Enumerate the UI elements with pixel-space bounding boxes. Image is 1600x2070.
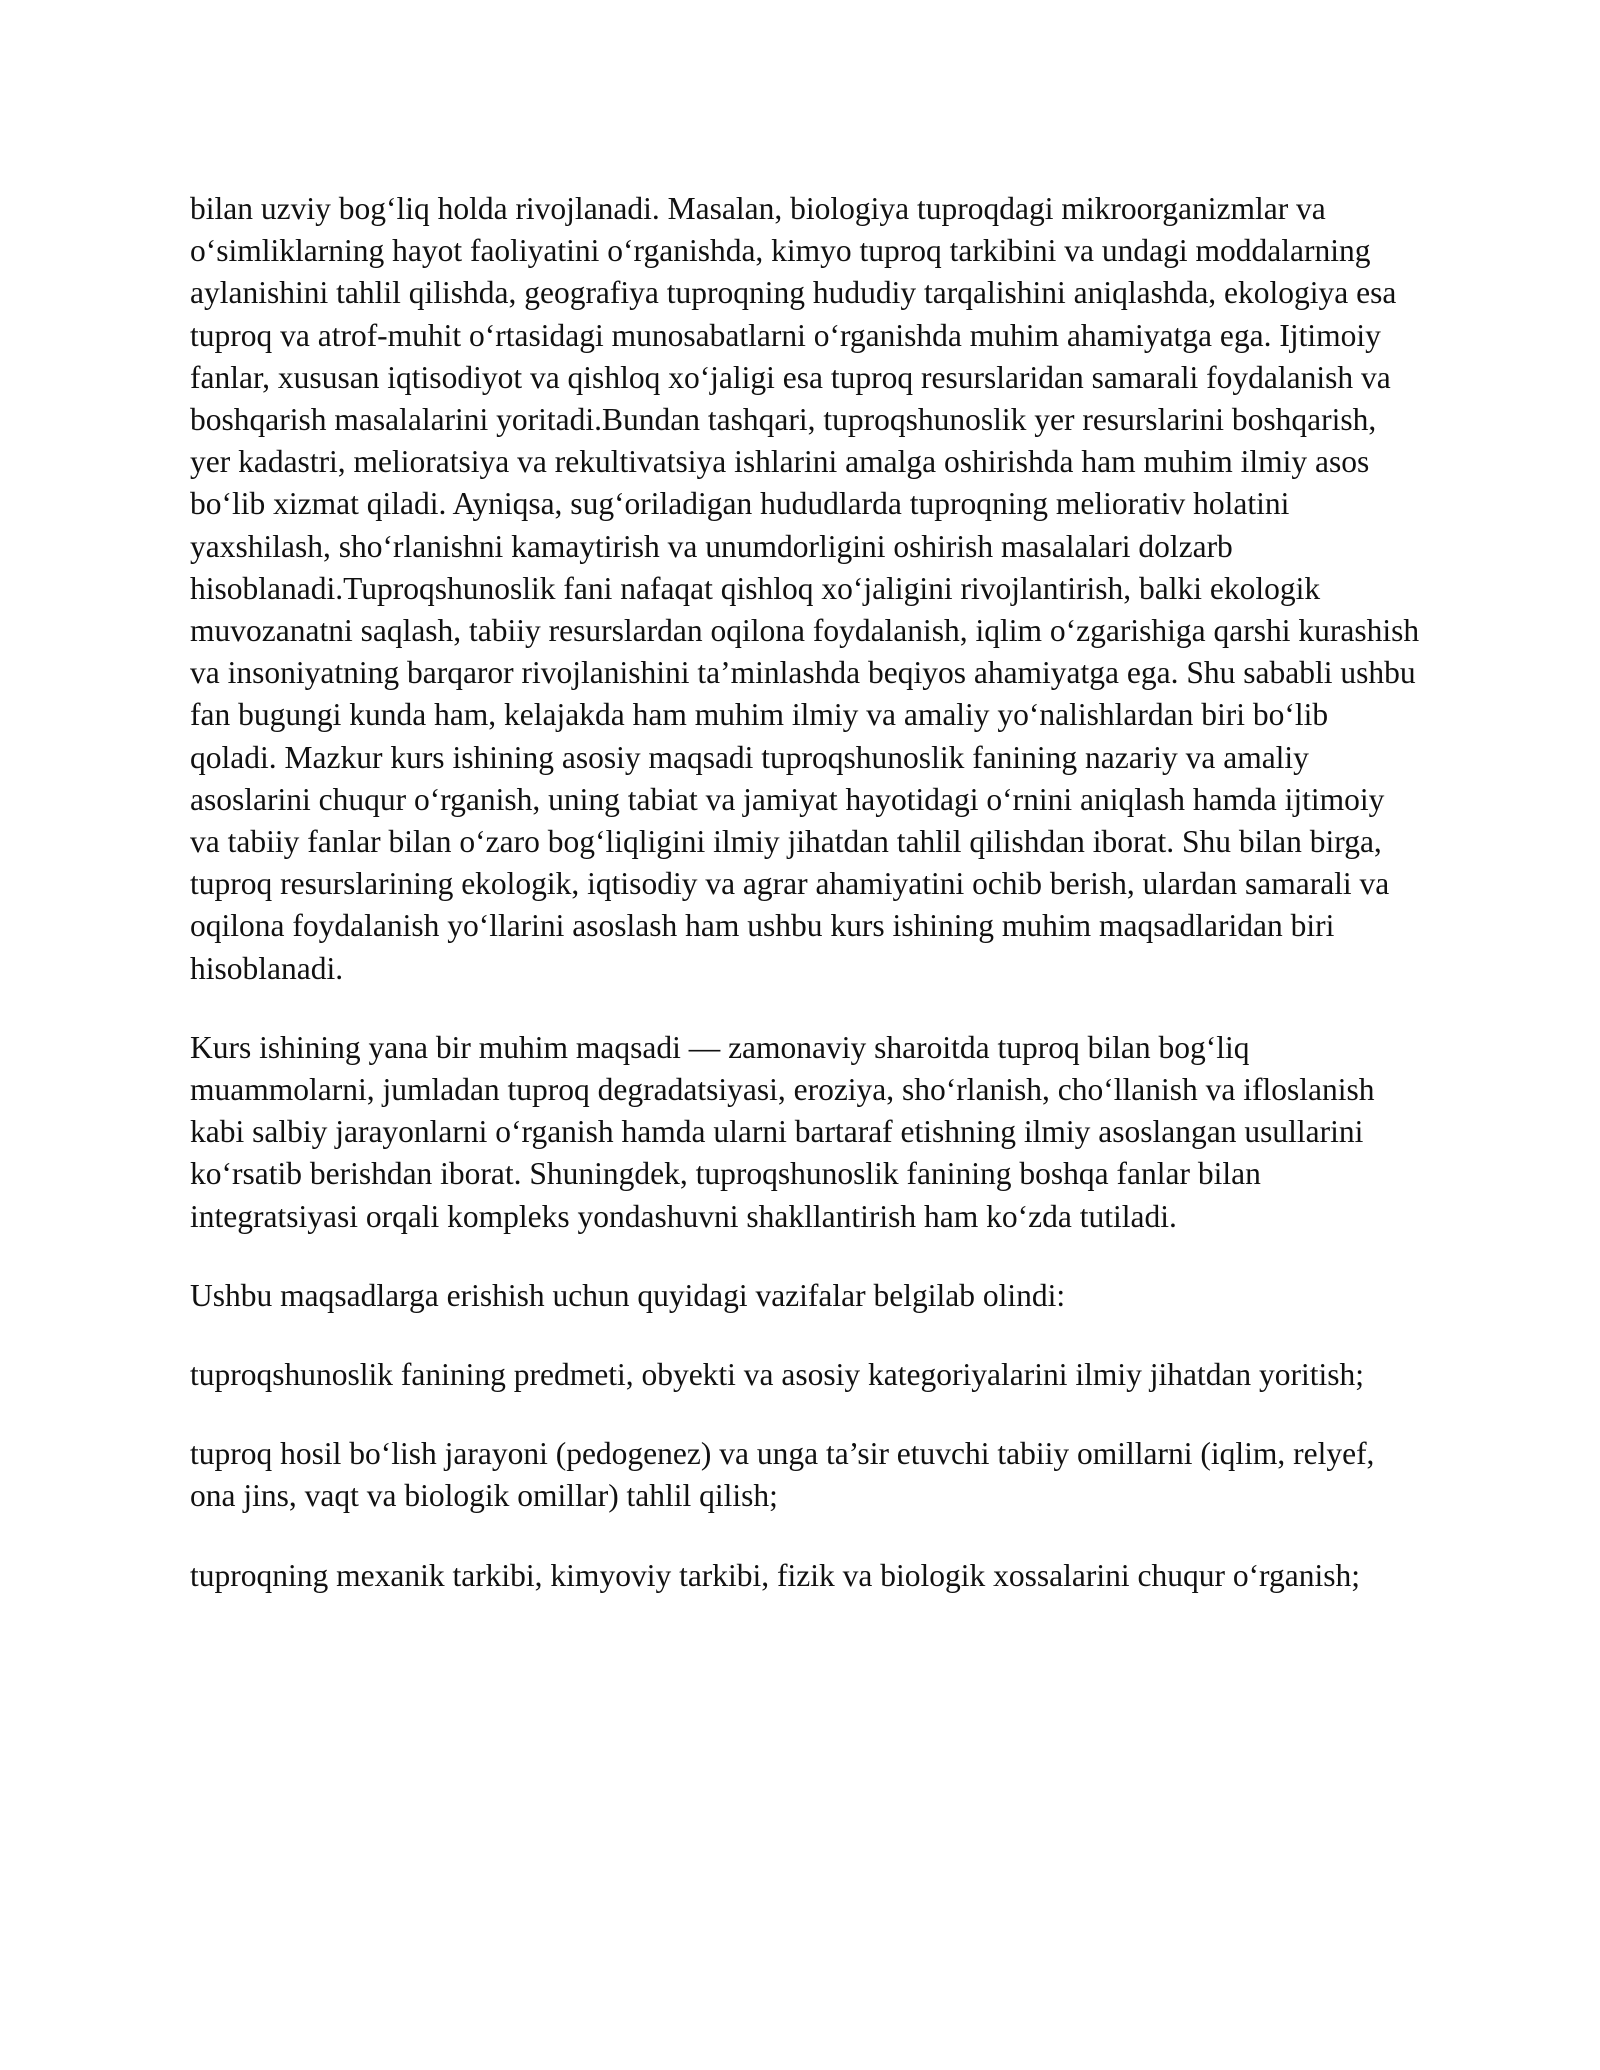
task-item-2: tuproq hosil bo‘lish jarayoni (pedogenez) va unga ta’sir etuvchi tabiiy omillarni (iqlim, relyef, ona jins, vaqt va biologik omillar) tahlil qilish; <box>190 1436 1375 1514</box>
paragraph-intro: bilan uzviy bog‘liq holda rivojlanadi. Masalan, biologiya tuproqdagi mikroorganizmlar va o‘simliklarning hayot faoliyatini o‘rganishda, kimyo tuproq tarkibini va undagi moddalarning aylanishini tahlil qilishda, geografiya tuproqning hududiy tarqalishini aniqlashda, ekologiya esa tuproq va atrof-muhit o‘rtasidagi munosabatlarni o‘rganishda muhim ahamiyatga ega. Ijtimoiy fanlar, xususan iqtisodiyot va qishloq xo‘jaligi esa tuproq resurslaridan samarali foydalanish va boshqarish masalalarini yoritadi.Bundan tashqari, tuproqshunoslik yer resurslarini boshqarish, yer kadastri, melioratsiya va rekultivatsiya ishlarini amalga oshirishda ham muhim ilmiy asos bo‘lib xizmat qiladi. Ayniqsa, sug‘oriladigan hududlarda tuproqning meliorativ holatini yaxshilash, sho‘rlanishni kamaytirish va unumdorligini oshirish masalalari dolzarb hisoblanadi.Tuproqshunoslik fani nafaqat qishloq xo‘jaligini rivojlantirish, balki ekologik muvozanatni saqlash, tabiiy resurslardan oqilona foydalanish, iqlim o‘zgarishiga qarshi kurashish va insoniyatning barqaror rivojlanishini ta’minlashda beqiyos ahamiyatga ega. Shu sababli ushbu fan bugungi kunda ham, kelajakda ham muhim ilmiy va amaliy yo‘nalishlardan biri bo‘lib qoladi. Mazkur kurs ishining asosiy maqsadi tuproqshunoslik fanining nazariy va amaliy asoslarini chuqur o‘rganish, uning tabiat va jamiyat hayotidagi o‘rnini aniqlash hamda ijtimoiy va tabiiy fanlar bilan o‘zaro bog‘liqligini ilmiy jihatdan tahlil qilishdan iborat. Shu bilan birga, tuproq resurslarining ekologik, iqtisodiy va agrar ahamiyatini ochib berish, ulardan samarali va oqilona foydalanish yo‘llarini asoslash ham ushbu kurs ishining muhim maqsadlaridan biri hisoblanadi. <box>190 191 1420 986</box>
paragraph-tasks-heading: Ushbu maqsadlarga erishish uchun quyidagi vazifalar belgilab olindi: <box>190 1277 1066 1313</box>
task-item-3: tuproqning mexanik tarkibi, kimyoviy tarkibi, fizik va biologik xossalarini chuqur o‘rganish; <box>190 1557 1360 1593</box>
paragraph-goal: Kurs ishining yana bir muhim maqsadi — zamonaviy sharoitda tuproq bilan bog‘liq muammolarni, jumladan tuproq degradatsiyasi, eroziya, sho‘rlanish, cho‘llanish va ifloslanish kabi salbiy jarayonlarni o‘rganish hamda ularni bartaraf etishning ilmiy asoslangan usullarini ko‘rsatib berishdan iborat. Shuningdek, tuproqshunoslik fanining boshqa fanlar bilan integratsiyasi orqali kompleks yondashuvni shakllantirish ham ko‘zda tutiladi. <box>190 1029 1375 1234</box>
document-body <box>190 188 1420 1634</box>
task-item-1: tuproqshunoslik fanining predmeti, obyekti va asosiy kategoriyalarini ilmiy jihatdan yoritish; <box>190 1357 1365 1393</box>
